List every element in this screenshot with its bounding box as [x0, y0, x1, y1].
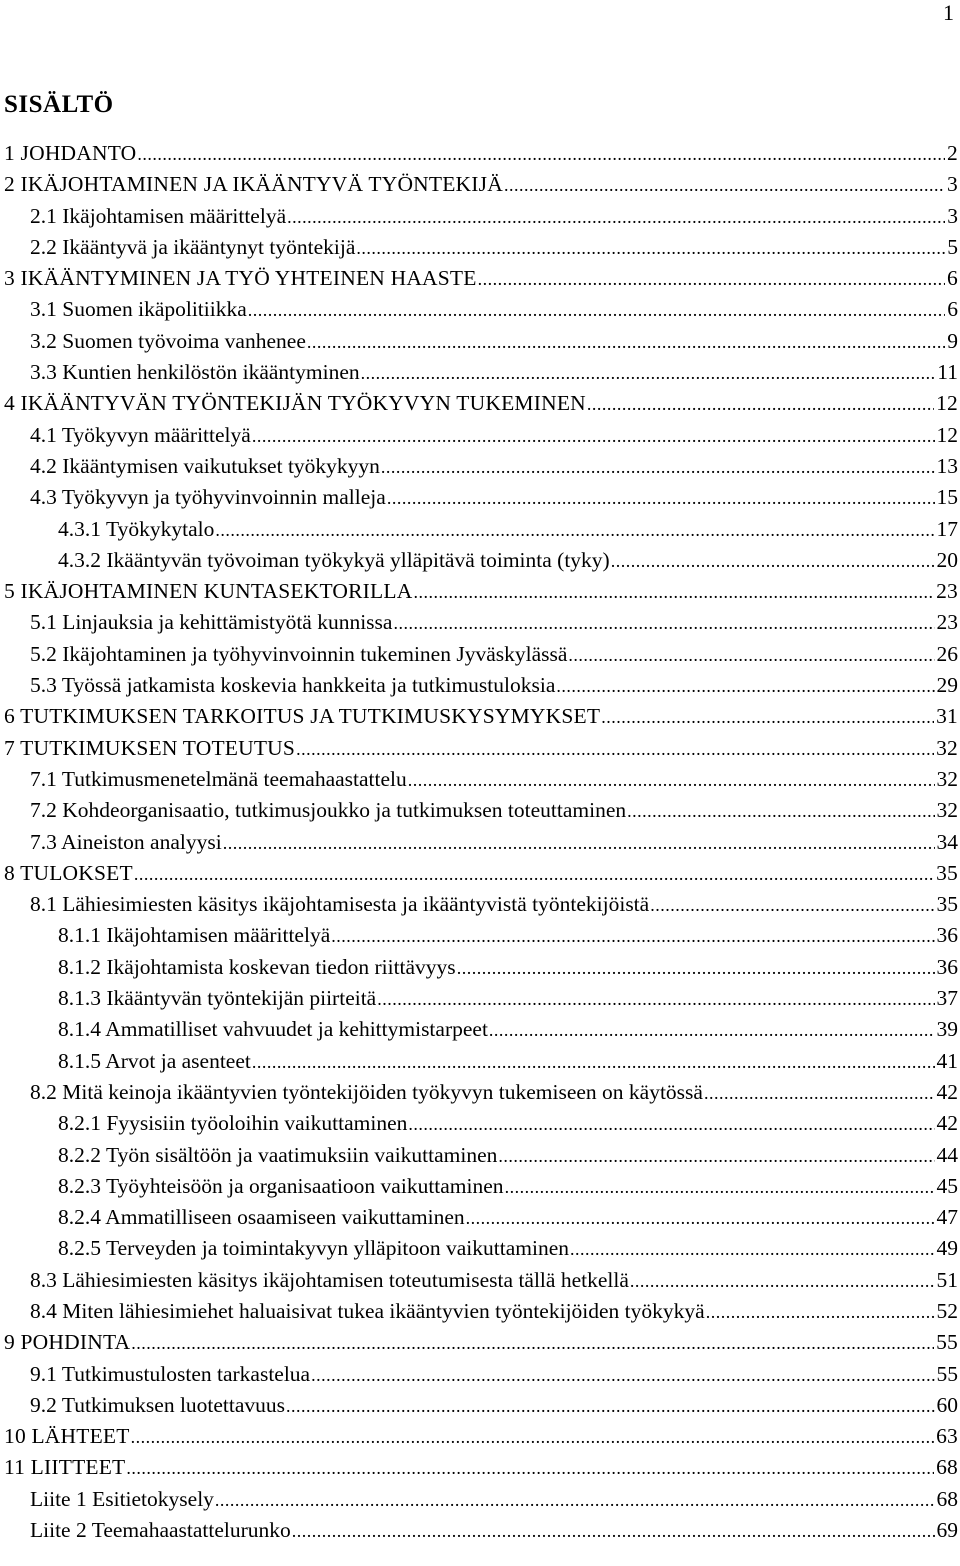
toc-dot-leader: [504, 170, 945, 201]
toc-entry[interactable]: [0, 545, 960, 576]
toc-entry-label: 8 TULOKSET: [4, 860, 133, 885]
toc-entry-label: 8.2.4 Ammatilliseen osaamiseen vaikuttaminen: [58, 1205, 465, 1230]
toc-entry-label: 7 TUTKIMUKSEN TOTEUTUS: [4, 735, 296, 760]
toc-dot-leader: [292, 1516, 935, 1547]
toc-entry-page: 3: [947, 203, 958, 228]
toc-entry-page: 29: [936, 673, 958, 698]
toc-entry[interactable]: [0, 670, 960, 701]
toc-dot-leader: [505, 1172, 935, 1203]
toc-entry-page: 49: [936, 1236, 958, 1261]
toc-entry[interactable]: [0, 795, 960, 826]
toc-entry-page: 63: [936, 1424, 958, 1449]
toc-entry-page: 41: [936, 1048, 958, 1073]
toc-entry-page: 32: [936, 798, 958, 823]
toc-entry[interactable]: [0, 889, 960, 920]
toc-entry-page: 3: [947, 172, 958, 197]
toc-entry-label: 1 JOHDANTO: [4, 141, 137, 165]
toc-entry-page: 45: [936, 1173, 958, 1198]
toc-entry[interactable]: [0, 388, 960, 419]
toc-entry-label: 7.1 Tutkimusmenetelmänä teemahaastattelu: [30, 766, 407, 791]
toc-entry-page: 51: [936, 1267, 958, 1292]
toc-entry[interactable]: [0, 607, 960, 638]
toc-entry-page: 52: [936, 1298, 958, 1323]
toc-entry[interactable]: [0, 1265, 960, 1296]
toc-entry-label: 8.3 Lähiesimiesten käsitys ikäjohtamisen toteutumisesta tällä hetkellä: [30, 1267, 629, 1292]
toc-entry[interactable]: [0, 169, 960, 200]
toc-entry[interactable]: [0, 952, 960, 983]
page-number: 1: [943, 0, 954, 25]
toc-dot-leader: [356, 233, 945, 264]
toc-dot-leader: [137, 139, 945, 170]
toc-dot-leader: [556, 671, 934, 702]
toc-dot-leader: [131, 1422, 935, 1453]
toc-entry-label: 8.1.5 Arvot ja asenteet: [58, 1048, 251, 1073]
toc-entry[interactable]: [0, 201, 960, 232]
toc-entry-label: 9.2 Tutkimuksen luotettavuus: [30, 1392, 286, 1417]
toc-entry-page: 32: [936, 766, 958, 791]
toc-entry[interactable]: [0, 576, 960, 607]
toc-dot-leader: [568, 640, 934, 671]
toc-entry-page: 13: [936, 453, 958, 478]
toc-entry[interactable]: [0, 764, 960, 795]
toc-entry-label: 6 TUTKIMUKSEN TARKOITUS JA TUTKIMUSKYSYMYKSET: [4, 704, 601, 729]
toc-entry-label: 8.2.3 Työyhteisöön ja organisaatioon vaikuttaminen: [58, 1173, 504, 1198]
toc-entry[interactable]: [0, 1233, 960, 1264]
toc-dot-leader: [131, 1328, 934, 1359]
toc-entry-page: 5: [947, 234, 958, 259]
toc-entry-label: 9 POHDINTA: [4, 1330, 131, 1355]
toc-entry-page: 36: [936, 954, 958, 979]
toc-entry[interactable]: [0, 1202, 960, 1233]
toc-entry[interactable]: [0, 357, 960, 388]
toc-entry-page: 35: [936, 860, 958, 885]
toc-entry[interactable]: [0, 1327, 960, 1358]
toc-entry[interactable]: [0, 1140, 960, 1171]
toc-entry-page: 69: [936, 1518, 958, 1543]
toc-dot-leader: [361, 358, 936, 389]
toc-entry-page: 23: [936, 579, 958, 604]
toc-entry-page: 12: [936, 422, 958, 447]
toc-dot-leader: [630, 1266, 935, 1297]
toc-entry[interactable]: [0, 451, 960, 482]
toc-entry[interactable]: [0, 827, 960, 858]
toc-entry[interactable]: [0, 420, 960, 451]
toc-entry-page: 23: [936, 610, 958, 635]
toc-dot-leader: [706, 1297, 935, 1328]
toc-dot-leader: [627, 796, 934, 827]
toc-dot-leader: [457, 953, 935, 984]
toc-dot-leader: [478, 264, 945, 295]
toc-dot-leader: [601, 702, 934, 733]
toc-entry-page: 26: [936, 641, 958, 666]
toc-entry[interactable]: [0, 1077, 960, 1108]
toc-entry-label: 8.2.5 Terveyden ja toimintakyvyn ylläpitoon vaikuttaminen: [58, 1236, 570, 1261]
toc-entry-page: 6: [947, 266, 958, 291]
toc-entry-page: 17: [936, 516, 958, 541]
toc-entry-page: 39: [936, 1017, 958, 1042]
toc-entry-label: 8.2.2 Työn sisältöön ja vaatimuksiin vaikuttaminen: [58, 1142, 498, 1167]
toc-entry-page: 15: [936, 485, 958, 510]
toc-dot-leader: [296, 734, 934, 765]
toc-entry-label: 2.1 Ikäjohtamisen määrittelyä: [30, 203, 287, 228]
toc-dot-leader: [408, 765, 935, 796]
toc-entry[interactable]: [0, 701, 960, 732]
toc-dot-leader: [393, 608, 934, 639]
toc-dot-leader: [134, 859, 934, 890]
table-of-contents: [0, 138, 960, 1546]
toc-dot-leader: [287, 202, 945, 233]
toc-entry-label: 10 LÄHTEET: [4, 1424, 130, 1449]
toc-entry[interactable]: [0, 1359, 960, 1390]
toc-entry-label: 3 IKÄÄNTYMINEN JA TYÖ YHTEINEN HAASTE: [4, 266, 477, 291]
toc-dot-leader: [215, 1485, 935, 1516]
toc-entry-label: 4.1 Työkyvyn määrittelyä: [30, 422, 251, 447]
toc-entry-label: 4.3.2 Ikääntyvän työvoiman työkykyä ylläpitävä toiminta (tyky): [58, 547, 610, 572]
toc-entry-label: 2 IKÄJOHTAMINEN JA IKÄÄNTYVÄ TYÖNTEKIJÄ: [4, 172, 503, 197]
toc-entry[interactable]: [0, 1484, 960, 1515]
toc-entry[interactable]: [0, 514, 960, 545]
toc-entry-page: 12: [936, 391, 958, 416]
toc-entry-page: 68: [936, 1486, 958, 1511]
toc-entry[interactable]: [0, 1108, 960, 1139]
toc-entry-label: 7.2 Kohdeorganisaatio, tutkimusjoukko ja tutkimuksen toteuttaminen: [30, 798, 627, 823]
toc-entry[interactable]: [0, 1390, 960, 1421]
toc-entry-label: 4 IKÄÄNTYVÄN TYÖNTEKIJÄN TYÖKYVYN TUKEMINEN: [4, 391, 586, 416]
toc-dot-leader: [704, 1078, 935, 1109]
toc-entry[interactable]: [0, 983, 960, 1014]
toc-entry-label: 11 LIITTEET: [4, 1455, 126, 1480]
toc-entry[interactable]: [0, 232, 960, 263]
toc-dot-leader: [498, 1141, 934, 1172]
toc-entry-page: 20: [936, 547, 958, 572]
toc-entry[interactable]: [0, 858, 960, 889]
toc-entry-page: 6: [947, 297, 958, 322]
toc-entry[interactable]: [0, 1171, 960, 1202]
toc-entry-page: 31: [936, 704, 958, 729]
toc-entry-label: 8.4 Miten lähiesimiehet haluaisivat tukea ikääntyvien työntekijöiden työkykyä: [30, 1298, 705, 1323]
toc-dot-leader: [252, 421, 935, 452]
toc-dot-leader: [307, 327, 945, 358]
toc-entry-label: 8.1.3 Ikääntyvän työntekijän piirteitä: [58, 986, 377, 1011]
toc-entry[interactable]: [0, 733, 960, 764]
toc-dot-leader: [252, 1047, 935, 1078]
toc-entry-label: 3.1 Suomen ikäpolitiikka: [30, 297, 247, 322]
toc-entry-label: 9.1 Tutkimustulosten tarkastelua: [30, 1361, 311, 1386]
toc-entry-label: 4.2 Ikääntymisen vaikutukset työkykyyn: [30, 453, 380, 478]
toc-entry-page: 2: [947, 141, 958, 165]
toc-entry-label: 8.1.1 Ikäjohtamisen määrittelyä: [58, 923, 331, 948]
toc-dot-leader: [223, 828, 935, 859]
toc-dot-leader: [331, 921, 934, 952]
toc-entry-label: 5.2 Ikäjohtaminen ja työhyvinvoinnin tukeminen Jyväskylässä: [30, 641, 568, 666]
toc-entry-page: 44: [936, 1142, 958, 1167]
toc-entry-label: 5 IKÄJOHTAMINEN KUNTASEKTORILLA: [4, 579, 413, 604]
toc-dot-leader: [286, 1391, 934, 1422]
toc-entry-label: 4.3 Työkyvyn ja työhyvinvoinnin malleja: [30, 485, 386, 510]
toc-dot-leader: [650, 890, 934, 921]
toc-entry-label: 5.1 Linjauksia ja kehittämistyötä kunnissa: [30, 610, 393, 635]
toc-entry-label: 2.2 Ikääntyvä ja ikääntynyt työntekijä: [30, 234, 356, 259]
toc-dot-leader: [587, 389, 934, 420]
toc-entry-page: 34: [936, 829, 958, 854]
toc-entry[interactable]: [0, 1046, 960, 1077]
toc-entry-label: 8.1.2 Ikäjohtamista koskevan tiedon riittävyys: [58, 954, 456, 979]
toc-dot-leader: [248, 295, 945, 326]
toc-entry-page: 60: [936, 1392, 958, 1417]
toc-dot-leader: [126, 1453, 934, 1484]
toc-entry[interactable]: [0, 263, 960, 294]
toc-entry[interactable]: [0, 1296, 960, 1327]
toc-entry-label: 4.3.1 Työkykytalo: [58, 516, 215, 541]
toc-dot-leader: [611, 546, 935, 577]
toc-entry-page: 47: [936, 1205, 958, 1230]
toc-entry-page: 42: [936, 1079, 958, 1104]
toc-entry[interactable]: [0, 920, 960, 951]
toc-dot-leader: [215, 515, 934, 546]
toc-heading: SISÄLTÖ: [4, 91, 114, 118]
toc-entry[interactable]: [0, 1421, 960, 1452]
toc-entry[interactable]: [0, 138, 960, 169]
toc-dot-leader: [311, 1360, 934, 1391]
toc-entry-page: 37: [936, 986, 958, 1011]
toc-entry-label: Liite 2 Teemahaastattelurunko: [30, 1518, 291, 1543]
toc-entry-page: 32: [936, 735, 958, 760]
toc-entry-page: 68: [936, 1455, 958, 1480]
toc-dot-leader: [387, 483, 935, 514]
toc-entry-page: 9: [947, 328, 958, 353]
toc-entry[interactable]: [0, 1515, 960, 1546]
toc-dot-leader: [413, 577, 934, 608]
toc-entry-label: 3.2 Suomen työvoima vanhenee: [30, 328, 306, 353]
toc-entry[interactable]: [0, 1452, 960, 1483]
toc-entry-page: 36: [936, 923, 958, 948]
toc-dot-leader: [570, 1234, 934, 1265]
toc-entry-label: 3.3 Kuntien henkilöstön ikääntyminen: [30, 360, 360, 385]
toc-dot-leader: [377, 984, 934, 1015]
toc-entry-label: Liite 1 Esitietokysely: [30, 1486, 214, 1511]
toc-entry[interactable]: [0, 482, 960, 513]
toc-entry-label: 8.2 Mitä keinoja ikääntyvien työntekijöiden työkyvyn tukemiseen on käytössä: [30, 1079, 703, 1104]
toc-dot-leader: [381, 452, 935, 483]
toc-entry-page: 35: [936, 892, 958, 917]
toc-entry-page: 42: [936, 1111, 958, 1136]
toc-entry-page: 55: [936, 1330, 958, 1355]
toc-entry-page: 55: [936, 1361, 958, 1386]
toc-entry-label: 8.1.4 Ammatilliset vahvuudet ja kehittymistarpeet: [58, 1017, 488, 1042]
toc-entry[interactable]: [0, 294, 960, 325]
toc-dot-leader: [466, 1203, 935, 1234]
toc-entry-label: 7.3 Aineiston analyysi: [30, 829, 222, 854]
toc-entry[interactable]: [0, 1014, 960, 1045]
toc-entry[interactable]: [0, 639, 960, 670]
toc-entry-label: 8.1 Lähiesimiesten käsitys ikäjohtamisesta ja ikääntyvistä työntekijöistä: [30, 892, 650, 917]
toc-entry-page: 11: [937, 360, 958, 385]
toc-dot-leader: [408, 1109, 934, 1140]
toc-entry-label: 8.2.1 Fyysisiin työoloihin vaikuttaminen: [58, 1111, 408, 1136]
toc-dot-leader: [489, 1015, 935, 1046]
toc-entry[interactable]: [0, 326, 960, 357]
toc-entry-label: 5.3 Työssä jatkamista koskevia hankkeita ja tutkimustuloksia: [30, 673, 556, 698]
